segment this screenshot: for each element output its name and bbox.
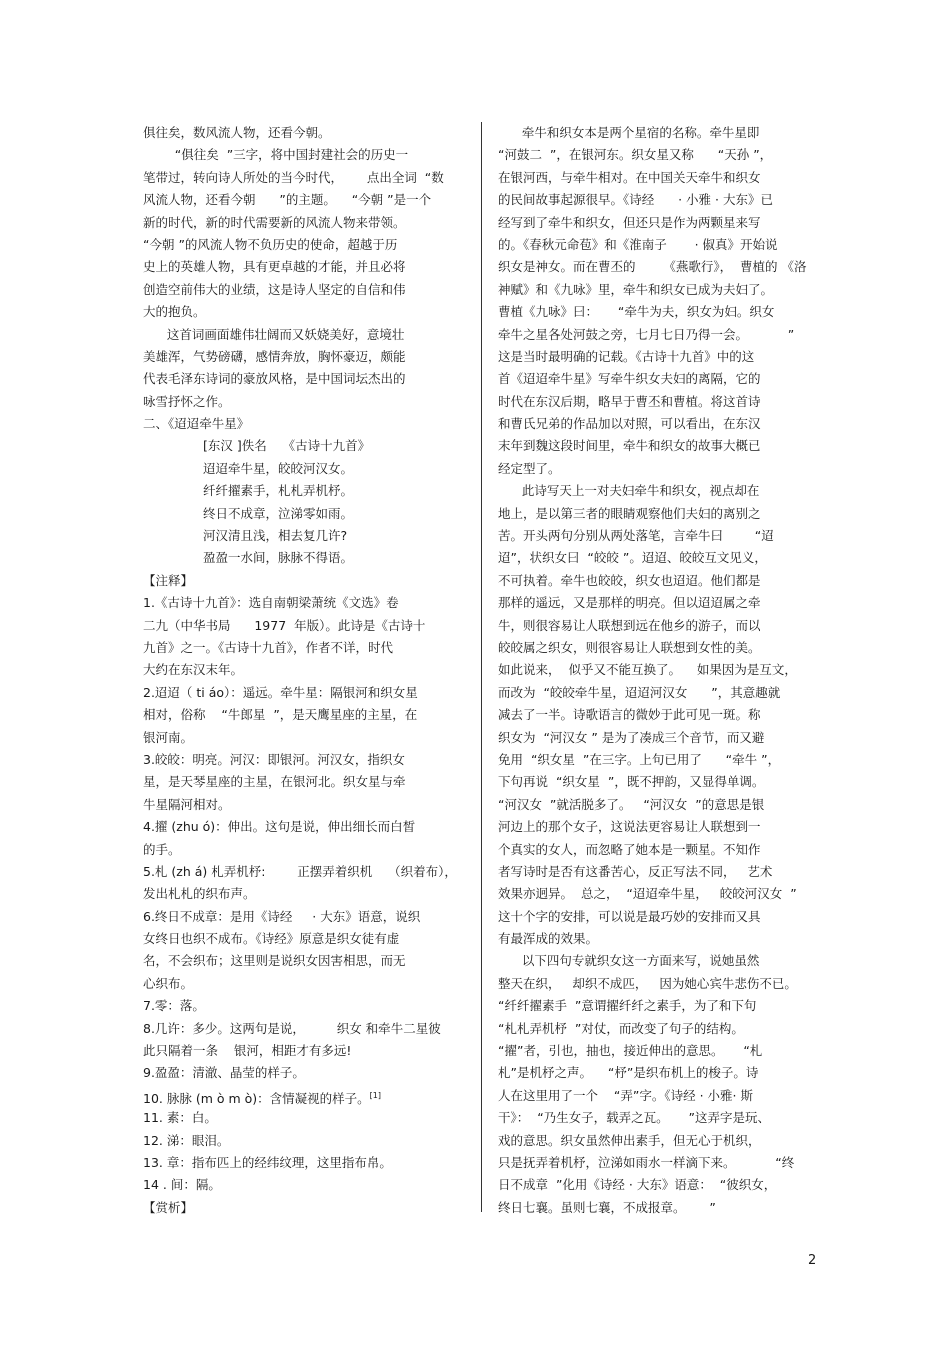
text-line: “今朝 ”的风流人物不负历史的使命，超越于历 bbox=[143, 236, 398, 252]
text-line: 美雄浑，气势磅礴，感情奔放，胸怀豪迈，颇能 bbox=[143, 348, 406, 364]
text-line: 史上的英雄人物，具有更卓越的才能，并且必将 bbox=[143, 259, 406, 275]
note-line: 女终日也织不成布。《诗经》原意是织女徒有虚 bbox=[143, 931, 400, 947]
text-line: 经写到了牵牛和织女，但还只是作为两颗星来写 bbox=[498, 214, 761, 230]
text-line: 曹植《九咏》曰： “牵牛为夫，织女为妇。织女 bbox=[498, 304, 775, 320]
text-line: 札”是机杼之声。 “杼”是织布机上的梭子。诗 bbox=[498, 1065, 759, 1081]
text-line: 河边上的那个女子，这说法更容易让人联想到一 bbox=[498, 819, 761, 835]
note-line: 7.零：落。 bbox=[143, 998, 205, 1014]
text-line: 牵牛和织女本是两个星宿的名称。牵牛星即 bbox=[498, 125, 760, 140]
text-line: 此诗写天上一对夫妇牵牛和织女，视点却在 bbox=[498, 483, 760, 499]
note-line: 8.几许：多少。这两句是说， 织女 和牵牛二星彼 bbox=[143, 1020, 441, 1036]
text-line: 时代在东汉后期，略早于曹丕和曹植。将这首诗 bbox=[498, 393, 761, 409]
text-line: 经定型了。 bbox=[498, 460, 561, 476]
text-line: 苦。开头两句分别从两处落笔，言牵牛曰 “迢 bbox=[498, 528, 774, 544]
poem-line: 纤纤擢素手，札札弄机杼。 bbox=[203, 483, 354, 499]
text-line: 末年到魏这段时间里，牵牛和织女的故事大概已 bbox=[498, 438, 761, 454]
note-line: 14 . 间：隔。 bbox=[143, 1177, 221, 1193]
text-line: 咏雪抒怀之作。 bbox=[143, 393, 231, 409]
section-heading: 二、《迢迢牵牛星》 bbox=[143, 416, 250, 432]
note-line: 6.终日不成章：是用《诗经 · 大东》语意，说织 bbox=[143, 908, 421, 924]
page-number: 2 bbox=[808, 1253, 817, 1268]
text-line: “札札弄机杼 ”对仗，而改变了句子的结构。 bbox=[498, 1020, 744, 1036]
text-line: 如此说来， 似乎又不能互换了。 如果因为是互文， bbox=[498, 662, 797, 678]
text-line: 免用 “织女星 ”在三字。上句已用了 “牵牛 ”， bbox=[498, 751, 781, 767]
text-line: “河鼓二 ”，在银河东。织女星又称 “天孙 ”， bbox=[498, 147, 773, 163]
text-line: 织女是神女。而在曹丕的 《燕歌行》， 曹植的 《洛 bbox=[498, 259, 807, 275]
text-line: “俱往矣 ”三字，将中国封建社会的历史一 bbox=[143, 147, 409, 163]
note-line: 九首》之一。《古诗十九首》，作者不详，时代 bbox=[143, 639, 394, 655]
text-line: 俱往矣，数风流人物，还看今朝。 bbox=[143, 125, 331, 140]
note-line: 此只隔着一条 银河，相距才有多远! bbox=[143, 1043, 352, 1059]
text-line: 这是当时最明确的记载。《古诗十九首》中的这 bbox=[498, 348, 755, 364]
text-line: 风流人物，还看今朝 ”的主题。 “今朝 ”是一个 bbox=[143, 192, 432, 208]
text-line: 人在这里用了一个 “弄”字。《诗经 · 小雅· 斯 bbox=[498, 1087, 753, 1103]
text-line: 代表毛泽东诗词的豪放风格，是中国词坛杰出的 bbox=[143, 371, 406, 387]
text-line: “纤纤擢素手 ”意谓擢纤纤之素手，为了和下句 bbox=[498, 998, 757, 1014]
note-line: 12. 涕：眼泪。 bbox=[143, 1132, 230, 1148]
note-line: 的手。 bbox=[143, 841, 181, 857]
text-line: 只是抚弄着机杼，泣涕如雨水一样滴下来。 “终 bbox=[498, 1154, 795, 1170]
note-line: 2.迢迢（ ti áo）：遥远。牵牛星：隔银河和织女星 bbox=[143, 684, 418, 700]
note-line: 9.盈盈：清澈、晶莹的样子。 bbox=[143, 1065, 305, 1081]
text-line: 个真实的女人，而忽略了她本是一颗星。不知作 bbox=[498, 841, 761, 857]
text-line: 地上，是以第三者的眼睛观察他们夫妇的离别之 bbox=[498, 505, 761, 521]
notes-heading: 【注释】 bbox=[143, 572, 194, 588]
note-line: 相对，俗称 “牛郎星 ”，是天鹰星座的主星，在 bbox=[143, 707, 418, 723]
note-line-with-footnote bbox=[143, 1085, 453, 1107]
text-line: 整天在织， 却织不成匹， 因为她心宾牛悲伤不已。 bbox=[498, 975, 797, 991]
note-line: 牛星隔河相对。 bbox=[143, 796, 231, 812]
text-line: 干》： “乃生女子，载弄之瓦。 ”这弄字是玩、 bbox=[498, 1110, 771, 1126]
text-line: 的。《春秋元命苞》和《淮南子 · 俶真》开始说 bbox=[498, 236, 778, 252]
note-line: 发出札札的织布声。 bbox=[143, 886, 256, 902]
text-line: 在银河西，与牵牛相对。在中国关天牵牛和织女 bbox=[498, 169, 761, 185]
note-text: 10. 脉脉 (m ò m ò)：含情凝视的样子。 bbox=[143, 1090, 370, 1106]
text-line: 新的时代，新的时代需要新的风流人物来带领。 bbox=[143, 214, 406, 230]
text-line: 下句再说 “织女星 ”，既不押韵，又显得单调。 bbox=[498, 774, 765, 790]
note-line: 4.擢 (zhu ó)：伸出。这句是说，伸出细长而白皙 bbox=[143, 819, 416, 835]
appreciation-heading: 【赏析】 bbox=[143, 1199, 194, 1215]
text-line: 牛，则很容易让人联想到远在他乡的游子，而以 bbox=[498, 617, 761, 633]
text-line: 不可执着。牵牛也皎皎，织女也迢迢。他们都是 bbox=[498, 572, 761, 588]
poem-line: 盈盈一水间，脉脉不得语。 bbox=[203, 550, 354, 566]
note-line: 3.皎皎：明亮。河汉：即银河。河汉女，指织女 bbox=[143, 751, 405, 767]
left-column bbox=[143, 122, 457, 1219]
note-line: 11. 素：白。 bbox=[143, 1110, 217, 1126]
text-line: 那样的遥远，又是那样的明亮。但以迢迢属之牵 bbox=[498, 595, 761, 611]
note-line: 二九（中华书局 1977 年版）。此诗是《古诗十 bbox=[143, 617, 426, 633]
note-line: 银河南。 bbox=[143, 729, 194, 745]
text-line: 日不成章 ”化用《诗经 · 大东》语意： “彼织女， bbox=[498, 1177, 777, 1193]
text-line: 终日七襄。虽则七襄，不成报章。 ” bbox=[498, 1199, 716, 1215]
note-line: 1.《古诗十九首》：选自南朝梁萧统《文选》卷 bbox=[143, 595, 399, 611]
text-line: 而改为 “皎皎牵牛星，迢迢河汉女 ”，其意趣就 bbox=[498, 684, 781, 700]
column-divider bbox=[481, 122, 482, 1212]
text-line: 以下四句专就织女这一方面来写，说她虽然 bbox=[498, 953, 760, 969]
text-line: 创造空前伟大的业绩，这是诗人坚定的自信和伟 bbox=[143, 281, 406, 297]
text-line: 这十个字的安排，可以说是最巧妙的安排而又具 bbox=[498, 908, 761, 924]
footnote-marker: [1] bbox=[369, 1090, 381, 1100]
note-line: 心织布。 bbox=[143, 975, 194, 991]
text-line: 笔带过，转向诗人所处的当今时代， 点出全词 “数 bbox=[143, 169, 444, 185]
text-line: 戏的意思。织女虽然伸出素手，但无心于机织， bbox=[498, 1132, 761, 1148]
note-line: 5.札 (zh á) 札弄机杼: 正摆弄着织机 （织着布）， bbox=[143, 863, 457, 879]
text-line: 减去了一半。诗歌语言的微妙于此可见一斑。称 bbox=[498, 707, 761, 723]
text-line: 效果亦迥异。 总之， “迢迢牵牛星， 皎皎河汉女 ” bbox=[498, 886, 797, 902]
text-line: 牵牛之星各处河鼓之旁，七月七日乃得一会。 ” bbox=[498, 326, 795, 342]
poem-line: 河汉清且浅，相去复几许? bbox=[203, 528, 348, 544]
text-line: 大的抱负。 bbox=[143, 304, 206, 320]
poem-attribution: [东汉 ]佚名 《古诗十九首》 bbox=[203, 438, 371, 454]
note-line: 大约在东汉末年。 bbox=[143, 662, 244, 678]
text-line: 这首词画面雄伟壮阔而又妖娆美好，意境壮 bbox=[143, 326, 405, 342]
note-line: 星，是天琴星座的主星，在银河北。织女星与牵 bbox=[143, 774, 406, 790]
text-line: 迢”，状织女曰 “皎皎 ”。迢迢、皎皎互文见义， bbox=[498, 550, 767, 566]
text-line: 首《迢迢牵牛星》写牵牛织女夫妇的离隔，它的 bbox=[498, 371, 761, 387]
poem-line: 终日不成章，泣涕零如雨。 bbox=[203, 505, 354, 521]
text-line: 神赋》和《九咏》里，牵牛和织女已成为夫妇了。 bbox=[498, 281, 774, 297]
poem-line: 迢迢牵牛星，皎皎河汉女。 bbox=[203, 460, 354, 476]
text-line: 织女为 “河汉女 ” 是为了凑成三个音节，而又避 bbox=[498, 729, 765, 745]
text-line: “河汉女 ”就活脱多了。 “河汉女 ”的意思是银 bbox=[498, 796, 765, 812]
note-line: 13. 章：指布匹上的经纬纹理，这里指布帛。 bbox=[143, 1154, 392, 1170]
text-line: 有最浑成的效果。 bbox=[498, 931, 599, 947]
text-line: 者写诗时是否有这番苦心，反正写法不同， 艺术 bbox=[498, 863, 773, 879]
text-line: “擢”者，引也，抽也，接近伸出的意思。 “札 bbox=[498, 1043, 763, 1059]
note-line: 名，不会织布；这里则是说织女因害相思，而无 bbox=[143, 953, 406, 969]
text-line: 皎皎属之织女，则很容易让人联想到女性的美。 bbox=[498, 639, 761, 655]
right-column bbox=[498, 122, 818, 1219]
text-line: 和曹氏兄弟的作品加以对照，可以看出，在东汉 bbox=[498, 416, 761, 432]
text-line: 的民间故事起源很早。《诗经 · 小雅 · 大东》已 bbox=[498, 192, 773, 208]
